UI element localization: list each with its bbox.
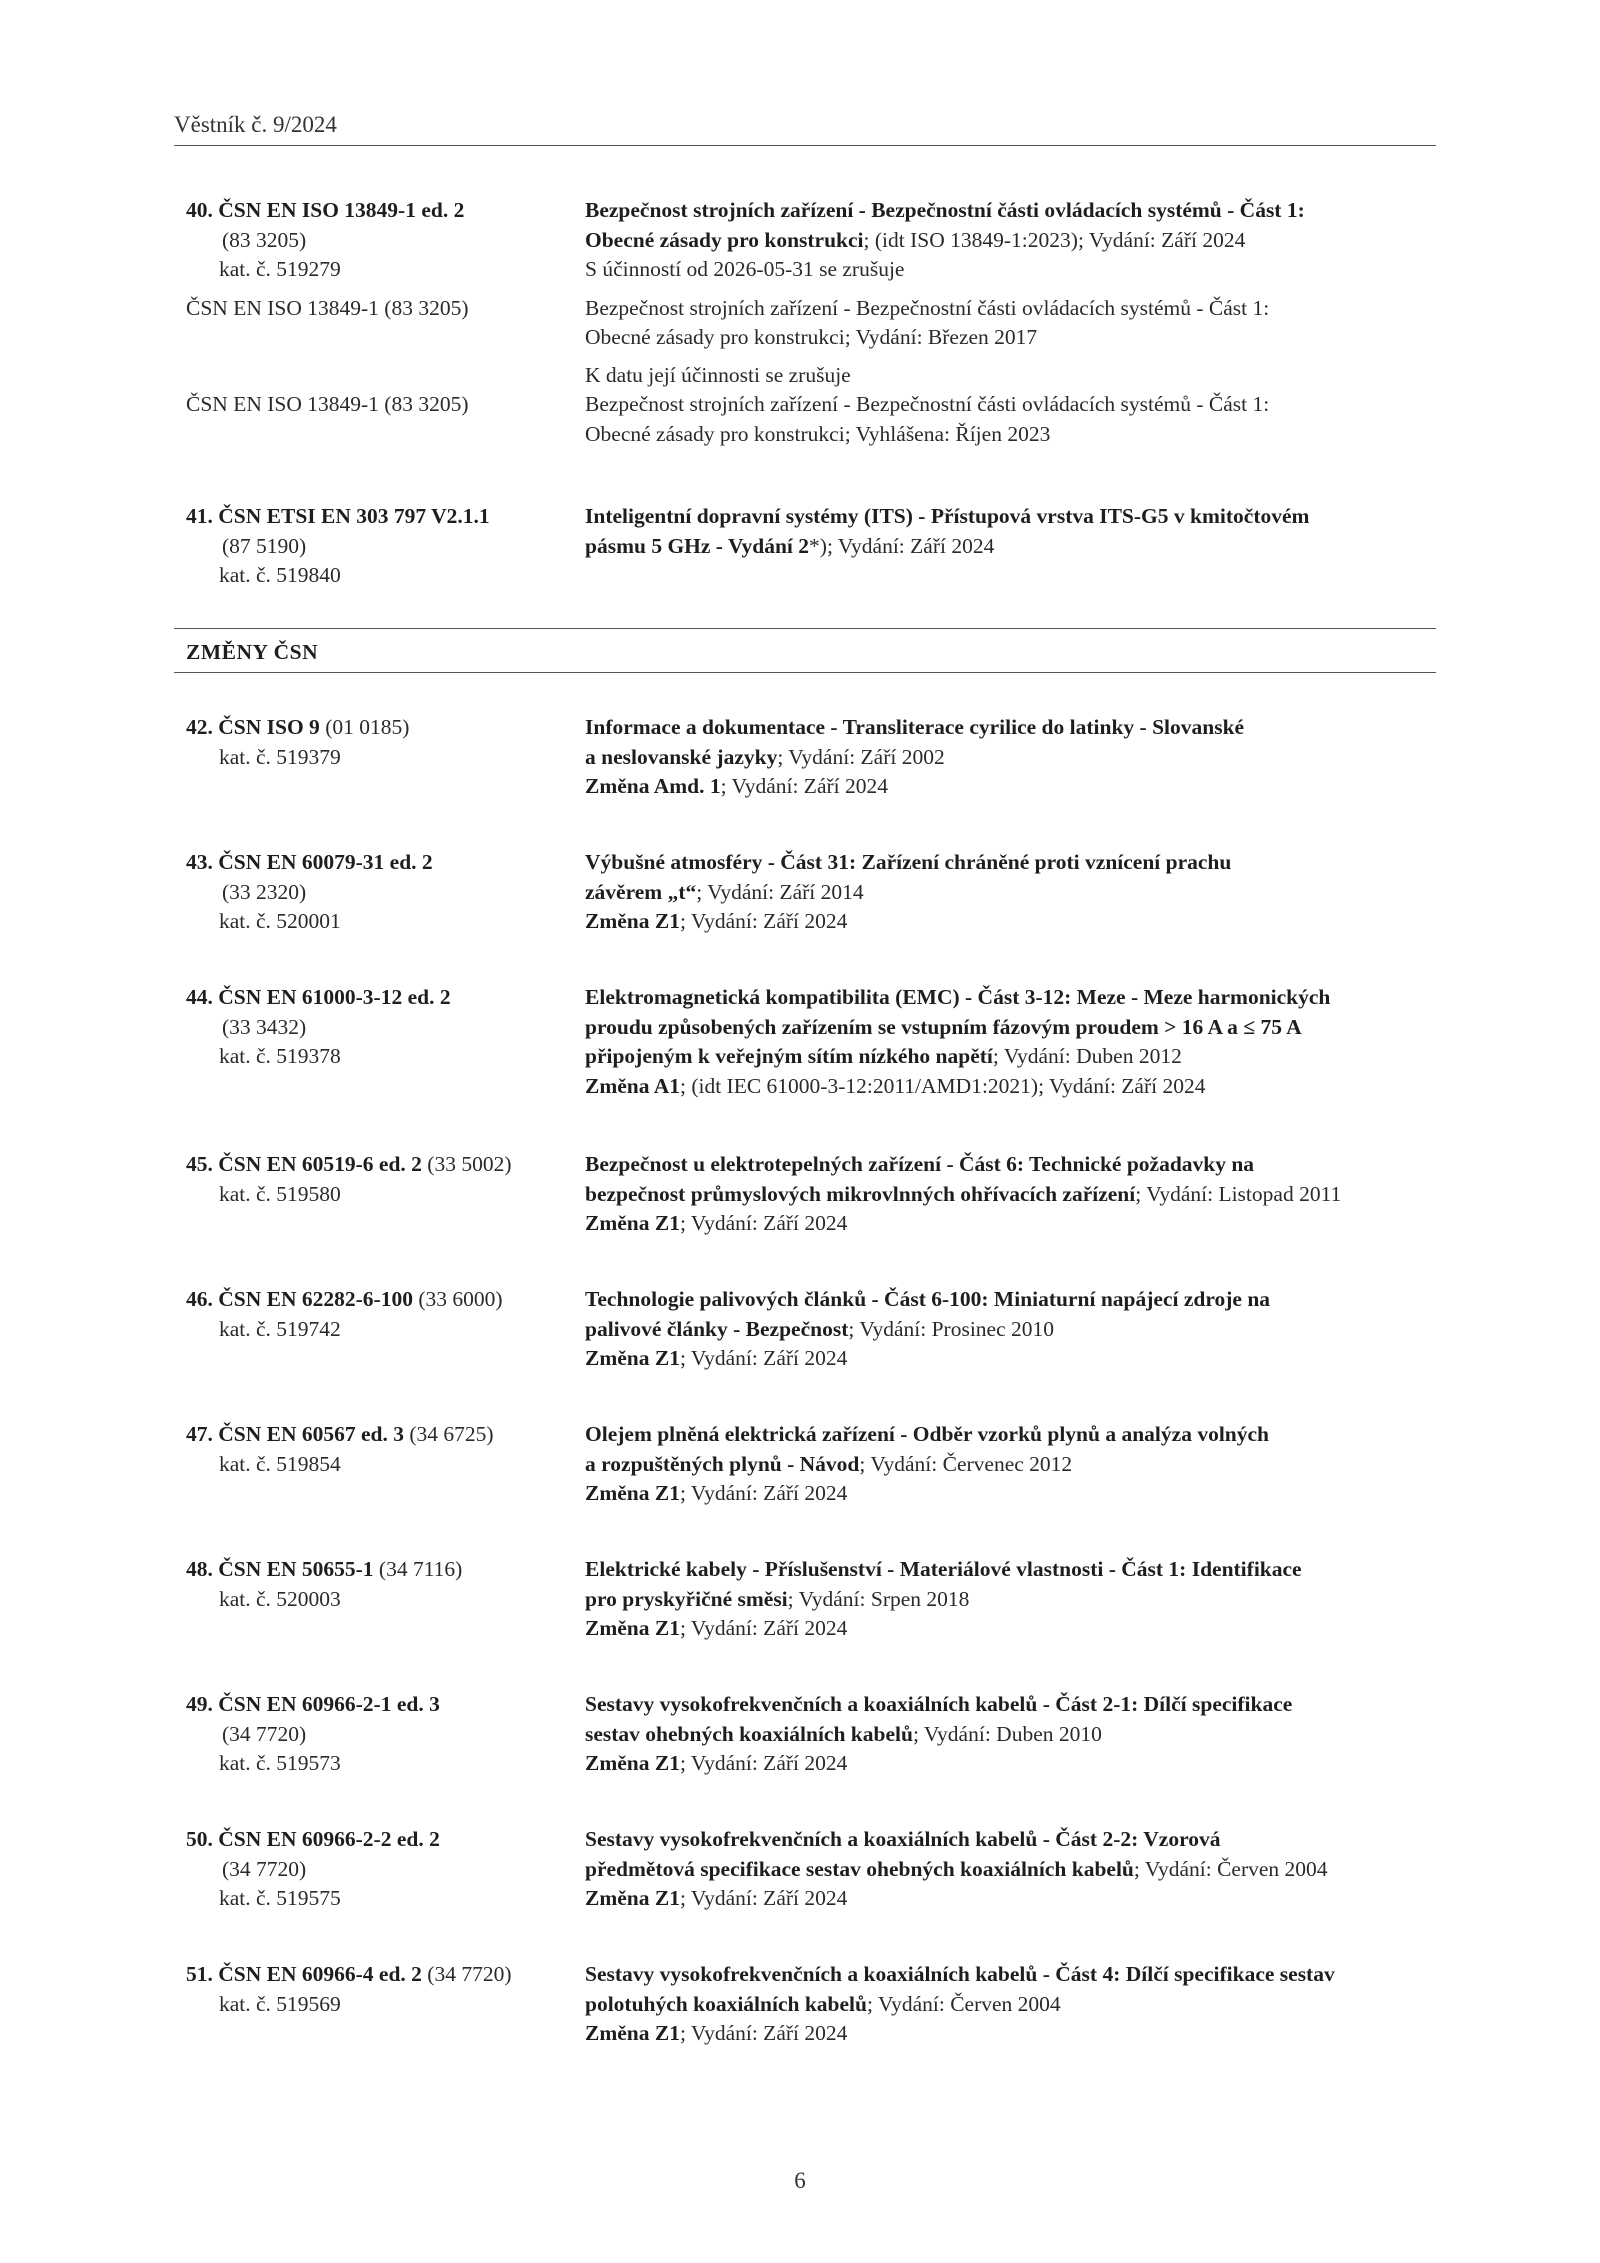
- standard-title: Sestavy vysokofrekvenčních a koaxiálních kabelů - Část 2-2: Vzorová: [585, 1827, 1221, 1851]
- classification-number: (33 2320): [222, 879, 307, 904]
- change-label: Změna Z1: [585, 1211, 680, 1235]
- change-issue-info: ; Vydání: Září 2024: [679, 1481, 848, 1505]
- standard-title: Technologie palivových článků - Část 6-100: Miniaturní napájecí zdroje na: [585, 1287, 1271, 1311]
- catalog-number: kat. č. 520003: [219, 1586, 341, 1611]
- catalog-number: kat. č. 519742: [219, 1316, 341, 1341]
- entry-identifier: [186, 1960, 586, 2019]
- section-title: ZMĚNY ČSN: [186, 640, 319, 664]
- change-issue-info: ; Vydání: Září 2024: [679, 1751, 848, 1775]
- entry-description: [585, 1555, 1445, 1644]
- issue-info: *); Vydání: Září 2024: [809, 533, 995, 558]
- entry-identifier: [186, 1420, 586, 1479]
- entry-identifier: [186, 848, 586, 937]
- entry-identifier: [186, 713, 586, 772]
- standard-title-cont: a neslovanské jazyky: [585, 744, 778, 769]
- standard-title: Sestavy vysokofrekvenčních a koaxiálních kabelů - Část 2-1: Dílčí specifikace: [585, 1692, 1293, 1716]
- catalog-number: kat. č. 519840: [219, 563, 341, 587]
- replaced-title: Bezpečnost strojních zařízení - Bezpečnostní části ovládacích systémů - Část 1:: [585, 295, 1270, 320]
- classification-number: (34 7720): [222, 1721, 307, 1746]
- standard-title-cont: pásmu 5 GHz - Vydání 2: [585, 533, 810, 558]
- classification-number: (33 6000): [412, 1287, 503, 1311]
- section-rule-bottom: [174, 672, 1436, 673]
- standard-code: 41. ČSN ETSI EN 303 797 V2.1.1: [186, 504, 490, 528]
- catalog-number: kat. č. 519379: [219, 744, 341, 769]
- entry-description: [585, 502, 1445, 561]
- change-issue-info: ; Vydání: Září 2024: [679, 1616, 848, 1640]
- entry-identifier: [186, 983, 586, 1072]
- entry-description: [585, 196, 1445, 449]
- standard-code: 49. ČSN EN 60966-2-1 ed. 3: [186, 1692, 440, 1716]
- catalog-number: kat. č. 519854: [219, 1451, 341, 1476]
- catalog-number: kat. č. 519569: [219, 1991, 341, 2016]
- standard-title: Inteligentní dopravní systémy (ITS) - Přístupová vrstva ITS-G5 v kmitočtovém: [585, 504, 1310, 528]
- standard-title-cont: pro pryskyřičné směsi: [585, 1586, 788, 1611]
- withdrawn-standard-code: ČSN EN ISO 13849-1 (83 3205): [186, 392, 469, 416]
- page-number: 6: [794, 2168, 806, 2193]
- catalog-number: kat. č. 519573: [219, 1751, 341, 1775]
- entry-identifier: [186, 502, 586, 591]
- catalog-number: kat. č. 519279: [219, 257, 341, 281]
- change-issue-info: ; Vydání: Září 2024: [679, 909, 848, 933]
- issue-info: ; (idt ISO 13849-1:2023); Vydání: Září 2024: [863, 227, 1246, 252]
- entry-identifier: [186, 1825, 586, 1914]
- change-label: Změna Z1: [585, 1616, 680, 1640]
- entry-description: [585, 713, 1445, 802]
- standard-title: Olejem plněná elektrická zařízení - Odběr vzorků plynů a analýza volných: [585, 1422, 1270, 1446]
- replaced-note: K datu její účinnosti se zrušuje: [585, 362, 851, 387]
- classification-number: (33 5002): [421, 1152, 512, 1176]
- standard-title-cont: polotuhých koaxiálních kabelů: [585, 1991, 867, 2016]
- classification-number: (34 7720): [222, 1856, 307, 1881]
- change-issue-info: ; Vydání: Září 2024: [679, 1346, 848, 1370]
- issue-info: ; Vydání: Červen 2004: [866, 1991, 1061, 2016]
- section-rule-top: [174, 628, 1436, 629]
- change-label: Změna Z1: [585, 1346, 680, 1370]
- classification-number: (34 6725): [404, 1422, 494, 1446]
- issue-info: ; Vydání: Duben 2010: [912, 1721, 1102, 1746]
- standard-code: 42. ČSN ISO 9: [186, 715, 320, 739]
- standard-code: 43. ČSN EN 60079-31 ed. 2: [186, 850, 433, 874]
- classification-number: (83 3205): [222, 227, 307, 252]
- entry-description: [585, 1285, 1445, 1374]
- header-rule: [174, 145, 1436, 146]
- change-label: Změna Z1: [585, 909, 680, 933]
- page-header-title: Věstník č. 9/2024: [174, 112, 337, 137]
- classification-number: (87 5190): [222, 533, 307, 558]
- entry-identifier: [186, 1555, 586, 1614]
- standard-title: Elektrické kabely - Příslušenství - Materiálové vlastnosti - Část 1: Identifikace: [585, 1557, 1302, 1581]
- catalog-number: kat. č. 519580: [219, 1181, 341, 1206]
- standard-code: 47. ČSN EN 60567 ed. 3: [186, 1422, 405, 1446]
- issue-info: ; Vydání: Červenec 2012: [859, 1451, 1073, 1476]
- entry-description: [585, 1960, 1445, 2049]
- classification-number: (01 0185): [319, 715, 410, 739]
- catalog-number: kat. č. 519378: [219, 1044, 341, 1068]
- entry-description: [585, 1150, 1445, 1239]
- standard-title: Sestavy vysokofrekvenčních a koaxiálních kabelů - Část 4: Dílčí specifikace sestav: [585, 1962, 1335, 1986]
- change-label: Změna Z1: [585, 1481, 680, 1505]
- catalog-number: kat. č. 520001: [219, 909, 341, 933]
- issue-info: ; Vydání: Září 2014: [696, 879, 864, 904]
- standard-code: 44. ČSN EN 61000-3-12 ed. 2: [186, 985, 451, 1009]
- standard-title-cont: závěrem „t“: [585, 879, 697, 904]
- change-label: Změna Z1: [585, 2021, 680, 2045]
- change-issue-info: ; Vydání: Září 2024: [679, 2021, 848, 2045]
- change-label: Změna Amd. 1: [585, 774, 721, 798]
- standard-code: 48. ČSN EN 50655-1: [186, 1557, 374, 1581]
- standard-title-cont: a rozpuštěných plynů - Návod: [585, 1451, 860, 1476]
- standard-title-cont: připojeným k veřejným sítím nízkého napětí: [585, 1044, 993, 1068]
- standard-title-cont: předmětová specifikace sestav ohebných koaxiálních kabelů: [585, 1856, 1134, 1881]
- change-label: Změna A1: [585, 1073, 680, 1098]
- classification-number: (34 7116): [373, 1557, 463, 1581]
- standard-title: Bezpečnost strojních zařízení - Bezpečnostní části ovládacích systémů - Část 1:: [585, 198, 1305, 222]
- validity-note: S účinností od 2026-05-31 se zrušuje: [585, 257, 905, 281]
- standard-title: Elektromagnetická kompatibilita (EMC) - Část 3-12: Meze - Meze harmonických: [585, 985, 1331, 1009]
- entry-identifier: [186, 1285, 586, 1344]
- replaced-standard-code: ČSN EN ISO 13849-1 (83 3205): [186, 295, 469, 320]
- catalog-number: kat. č. 519575: [219, 1886, 341, 1910]
- standard-code: 50. ČSN EN 60966-2-2 ed. 2: [186, 1827, 440, 1851]
- entry-description: [585, 1420, 1445, 1509]
- standard-title: Bezpečnost u elektrotepelných zařízení - Část 6: Technické požadavky na: [585, 1152, 1255, 1176]
- entry-description: [585, 983, 1445, 1101]
- issue-info: ; Vydání: Prosinec 2010: [848, 1316, 1055, 1341]
- withdrawn-title-cont: Obecné zásady pro konstrukci; Vyhlášena: Říjen 2023: [585, 421, 1051, 446]
- change-issue-info: ; (idt IEC 61000-3-12:2011/AMD1:2021); Vydání: Září 2024: [679, 1073, 1206, 1098]
- issue-info: ; Vydání: Listopad 2011: [1135, 1181, 1342, 1206]
- replaced-title-cont: Obecné zásady pro konstrukci; Vydání: Březen 2017: [585, 325, 1038, 349]
- change-issue-info: ; Vydání: Září 2024: [679, 1886, 848, 1910]
- issue-info: ; Vydání: Září 2002: [777, 744, 945, 769]
- entry-description: [585, 1825, 1445, 1914]
- entry-identifier: [186, 196, 586, 420]
- entry-identifier: [186, 1150, 586, 1209]
- issue-info: ; Vydání: Červen 2004: [1133, 1856, 1328, 1881]
- standard-title-cont: bezpečnost průmyslových mikrovlnných ohřívacích zařízení: [585, 1181, 1136, 1206]
- entry-description: [585, 848, 1445, 937]
- change-label: Změna Z1: [585, 1886, 680, 1910]
- standard-code: 46. ČSN EN 62282-6-100: [186, 1287, 413, 1311]
- classification-number: (33 3432): [222, 1014, 307, 1039]
- standard-title-cont: sestav ohebných koaxiálních kabelů: [585, 1721, 913, 1746]
- issue-info: ; Vydání: Srpen 2018: [787, 1586, 970, 1611]
- change-issue-info: ; Vydání: Září 2024: [679, 1211, 848, 1235]
- withdrawn-title: Bezpečnost strojních zařízení - Bezpečnostní části ovládacích systémů - Část 1:: [585, 392, 1270, 416]
- change-label: Změna Z1: [585, 1751, 680, 1775]
- standard-title-cont: proudu způsobených zařízením se vstupním fázovým proudem > 16 A a ≤ 75 A: [585, 1014, 1302, 1039]
- standard-title-cont: Obecné zásady pro konstrukci: [585, 227, 864, 252]
- standard-code: 45. ČSN EN 60519-6 ed. 2: [186, 1152, 422, 1176]
- standard-title: Informace a dokumentace - Transliterace cyrilice do latinky - Slovanské: [585, 715, 1245, 739]
- issue-info: ; Vydání: Duben 2012: [992, 1044, 1182, 1068]
- classification-number: (34 7720): [421, 1962, 512, 1986]
- change-issue-info: ; Vydání: Září 2024: [720, 774, 888, 798]
- entry-description: [585, 1690, 1445, 1779]
- standard-title-cont: palivové články - Bezpečnost: [585, 1316, 849, 1341]
- standard-title: Výbušné atmosféry - Část 31: Zařízení chráněné proti vznícení prachu: [585, 850, 1232, 874]
- entry-identifier: [186, 1690, 586, 1779]
- standard-code: 51. ČSN EN 60966-4 ed. 2: [186, 1962, 422, 1986]
- standard-code: 40. ČSN EN ISO 13849-1 ed. 2: [186, 198, 465, 222]
